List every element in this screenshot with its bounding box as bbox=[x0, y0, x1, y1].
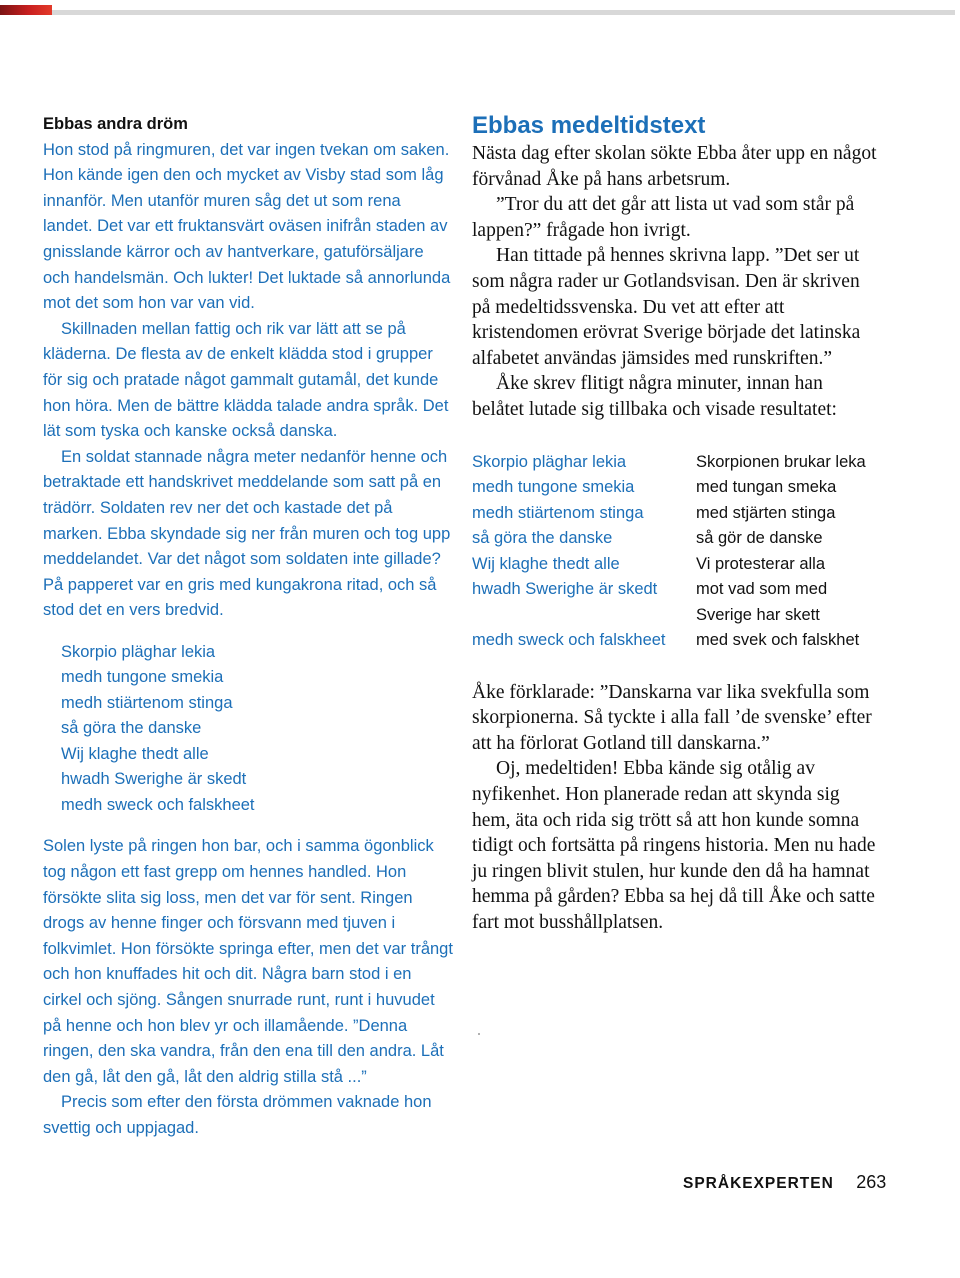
story-heading: Ebbas andra dröm bbox=[43, 115, 188, 133]
modern-line: mot vad som med bbox=[696, 580, 828, 599]
poem-line: hwadh Swerighe är skedt bbox=[61, 770, 247, 789]
left-column bbox=[43, 112, 453, 1142]
modern-line: med stjärten stinga bbox=[696, 503, 836, 522]
poem-line: Wij klaghe thedt alle bbox=[61, 744, 209, 763]
text-paragraph-5: Åke förklarade: ”Danskarna var lika svekfulla som skorpionerna. Så tyckte i alla fall ’de svenske’ efter att ha förlorat Gotland till danskarna.” bbox=[472, 681, 872, 754]
poem-line: så göra the danske bbox=[61, 719, 202, 738]
story-paragraph-5: Precis som efter den första drömmen vaknade hon svettig och uppjagad. bbox=[43, 1093, 432, 1137]
translation-table bbox=[472, 450, 877, 654]
section-name: SPRÅKEXPERTEN bbox=[683, 1175, 834, 1192]
poem-line: medh sweck och falskheet bbox=[61, 795, 255, 814]
original-line: Skorpio pläghar lekia bbox=[472, 452, 627, 471]
poem-line: medh tungone smekia bbox=[61, 668, 224, 687]
modern-line: så gör de danske bbox=[696, 529, 823, 548]
page-footer bbox=[683, 1172, 886, 1193]
original-line: medh stiärtenom stinga bbox=[472, 503, 644, 522]
right-column bbox=[472, 110, 877, 935]
original-line: Wij klaghe thedt alle bbox=[472, 554, 620, 573]
story-paragraph-3: En soldat stannade några meter nedanför henne och betraktade ett handskrivet meddelande som satt på en trädörr. Soldaten rev ner det och kastade det på marken. Ebba skyndade sig ner från muren och tog upp meddelandet. Var det något som soldaten inte gillade? På papperet var en gris med kungakrona ritad, och så stod det en vers bredvid. bbox=[43, 447, 451, 620]
text-paragraph-6: Oj, medeltiden! Ebba kände sig otålig av nyfikenhet. Hon planerade redan att skynda sig hem, äta och rida sig trött så att hon kunde somna tidigt och fortsätta på ringens historia. Men nu hade ju ringen blivit stulen, hur kunde den då ha hamnat hemma på gården? Ebba sa hej då till Åke och satte fart mot busshållplatsen. bbox=[472, 758, 876, 933]
text-paragraph-2: ”Tror du att det går att lista ut vad som står på lappen?” frågade hon ivrigt. bbox=[472, 194, 855, 241]
page-number: 263 bbox=[856, 1172, 887, 1192]
original-line: hwadh Swerighe är skedt bbox=[472, 580, 658, 599]
original-line: så göra the danske bbox=[472, 529, 613, 548]
poem-line: medh stiärtenom stinga bbox=[61, 693, 233, 712]
original-line bbox=[472, 603, 696, 629]
modern-line: med svek och falskhet bbox=[696, 631, 860, 650]
story-paragraph-2: Skillnaden mellan fattig och rik var lätt att se på kläderna. De flesta av de enkelt klädda stod i grupper för sig och pratade något gammalt gutamål, det kunde hon höra. Men de bättre klädda talade andra språk. Det lät som tyska och kanske också danska. bbox=[43, 319, 449, 441]
modern-line: med tungan smeka bbox=[696, 478, 837, 497]
story-paragraph-1: Hon stod på ringmuren, det var ingen tvekan om saken. Hon kände igen den och mycket av Visby stad som låg innanför. Men utanför muren såg det ut som rena landet. Det var ett fruktansvärt oväsen inifrån staden av gnisslande kärror och av hantverkare, gatuförsäljare och handelsmän. Och lukter! Det luktade så annorlunda mot det som hon var van vid. bbox=[43, 140, 451, 313]
modern-line: Vi protesterar alla bbox=[696, 554, 826, 573]
top-color-bar bbox=[0, 5, 52, 15]
text-paragraph-1: Nästa dag efter skolan sökte Ebba åter upp en något förvånad Åke på hans arbetsrum. bbox=[472, 143, 877, 190]
top-rule bbox=[0, 10, 955, 15]
modern-line: Sverige har skett bbox=[696, 605, 820, 624]
section-heading: Ebbas medeltidstext bbox=[472, 112, 706, 139]
story-paragraph-4: Solen lyste på ringen hon bar, och i samma ögonblick tog någon ett fast grepp om hennes handled. Hon försökte slita sig loss, men det var för sent. Ringen drogs av henne finger och försvann med tjuven i folkvimlet. Hon försökte springa efter, men det var trångt och hon knuffades hit och dit. Några barn stod i en cirkel och sjöng. Sången snurrade runt, runt i huvudet på henne och hon blev yr och illamående. ”Denna ringen, den ska vandra, från den ena till den andra. Låt den gå, låt den gå, låt den aldrig stilla stå ...” bbox=[43, 837, 453, 1086]
original-line: medh sweck och falskheet bbox=[472, 631, 666, 650]
text-paragraph-3: Han tittade på hennes skrivna lapp. ”Det ser ut som några rader ur Gotlandsvisan. Den är skriven på medeltidssvenska. Du vet att efter att kristendomen erövrat Sverige började det latinska alfabetet användas jämsides med runskriften.” bbox=[472, 245, 861, 369]
speck bbox=[478, 1033, 480, 1035]
text-paragraph-4: Åke skrev flitigt några minuter, innan han belåtet lutade sig tillbaka och visade resultatet: bbox=[472, 373, 837, 420]
original-line: medh tungone smekia bbox=[472, 478, 635, 497]
poem-block bbox=[61, 640, 453, 819]
modern-line: Skorpionen brukar leka bbox=[696, 452, 866, 471]
poem-line: Skorpio pläghar lekia bbox=[61, 642, 216, 661]
